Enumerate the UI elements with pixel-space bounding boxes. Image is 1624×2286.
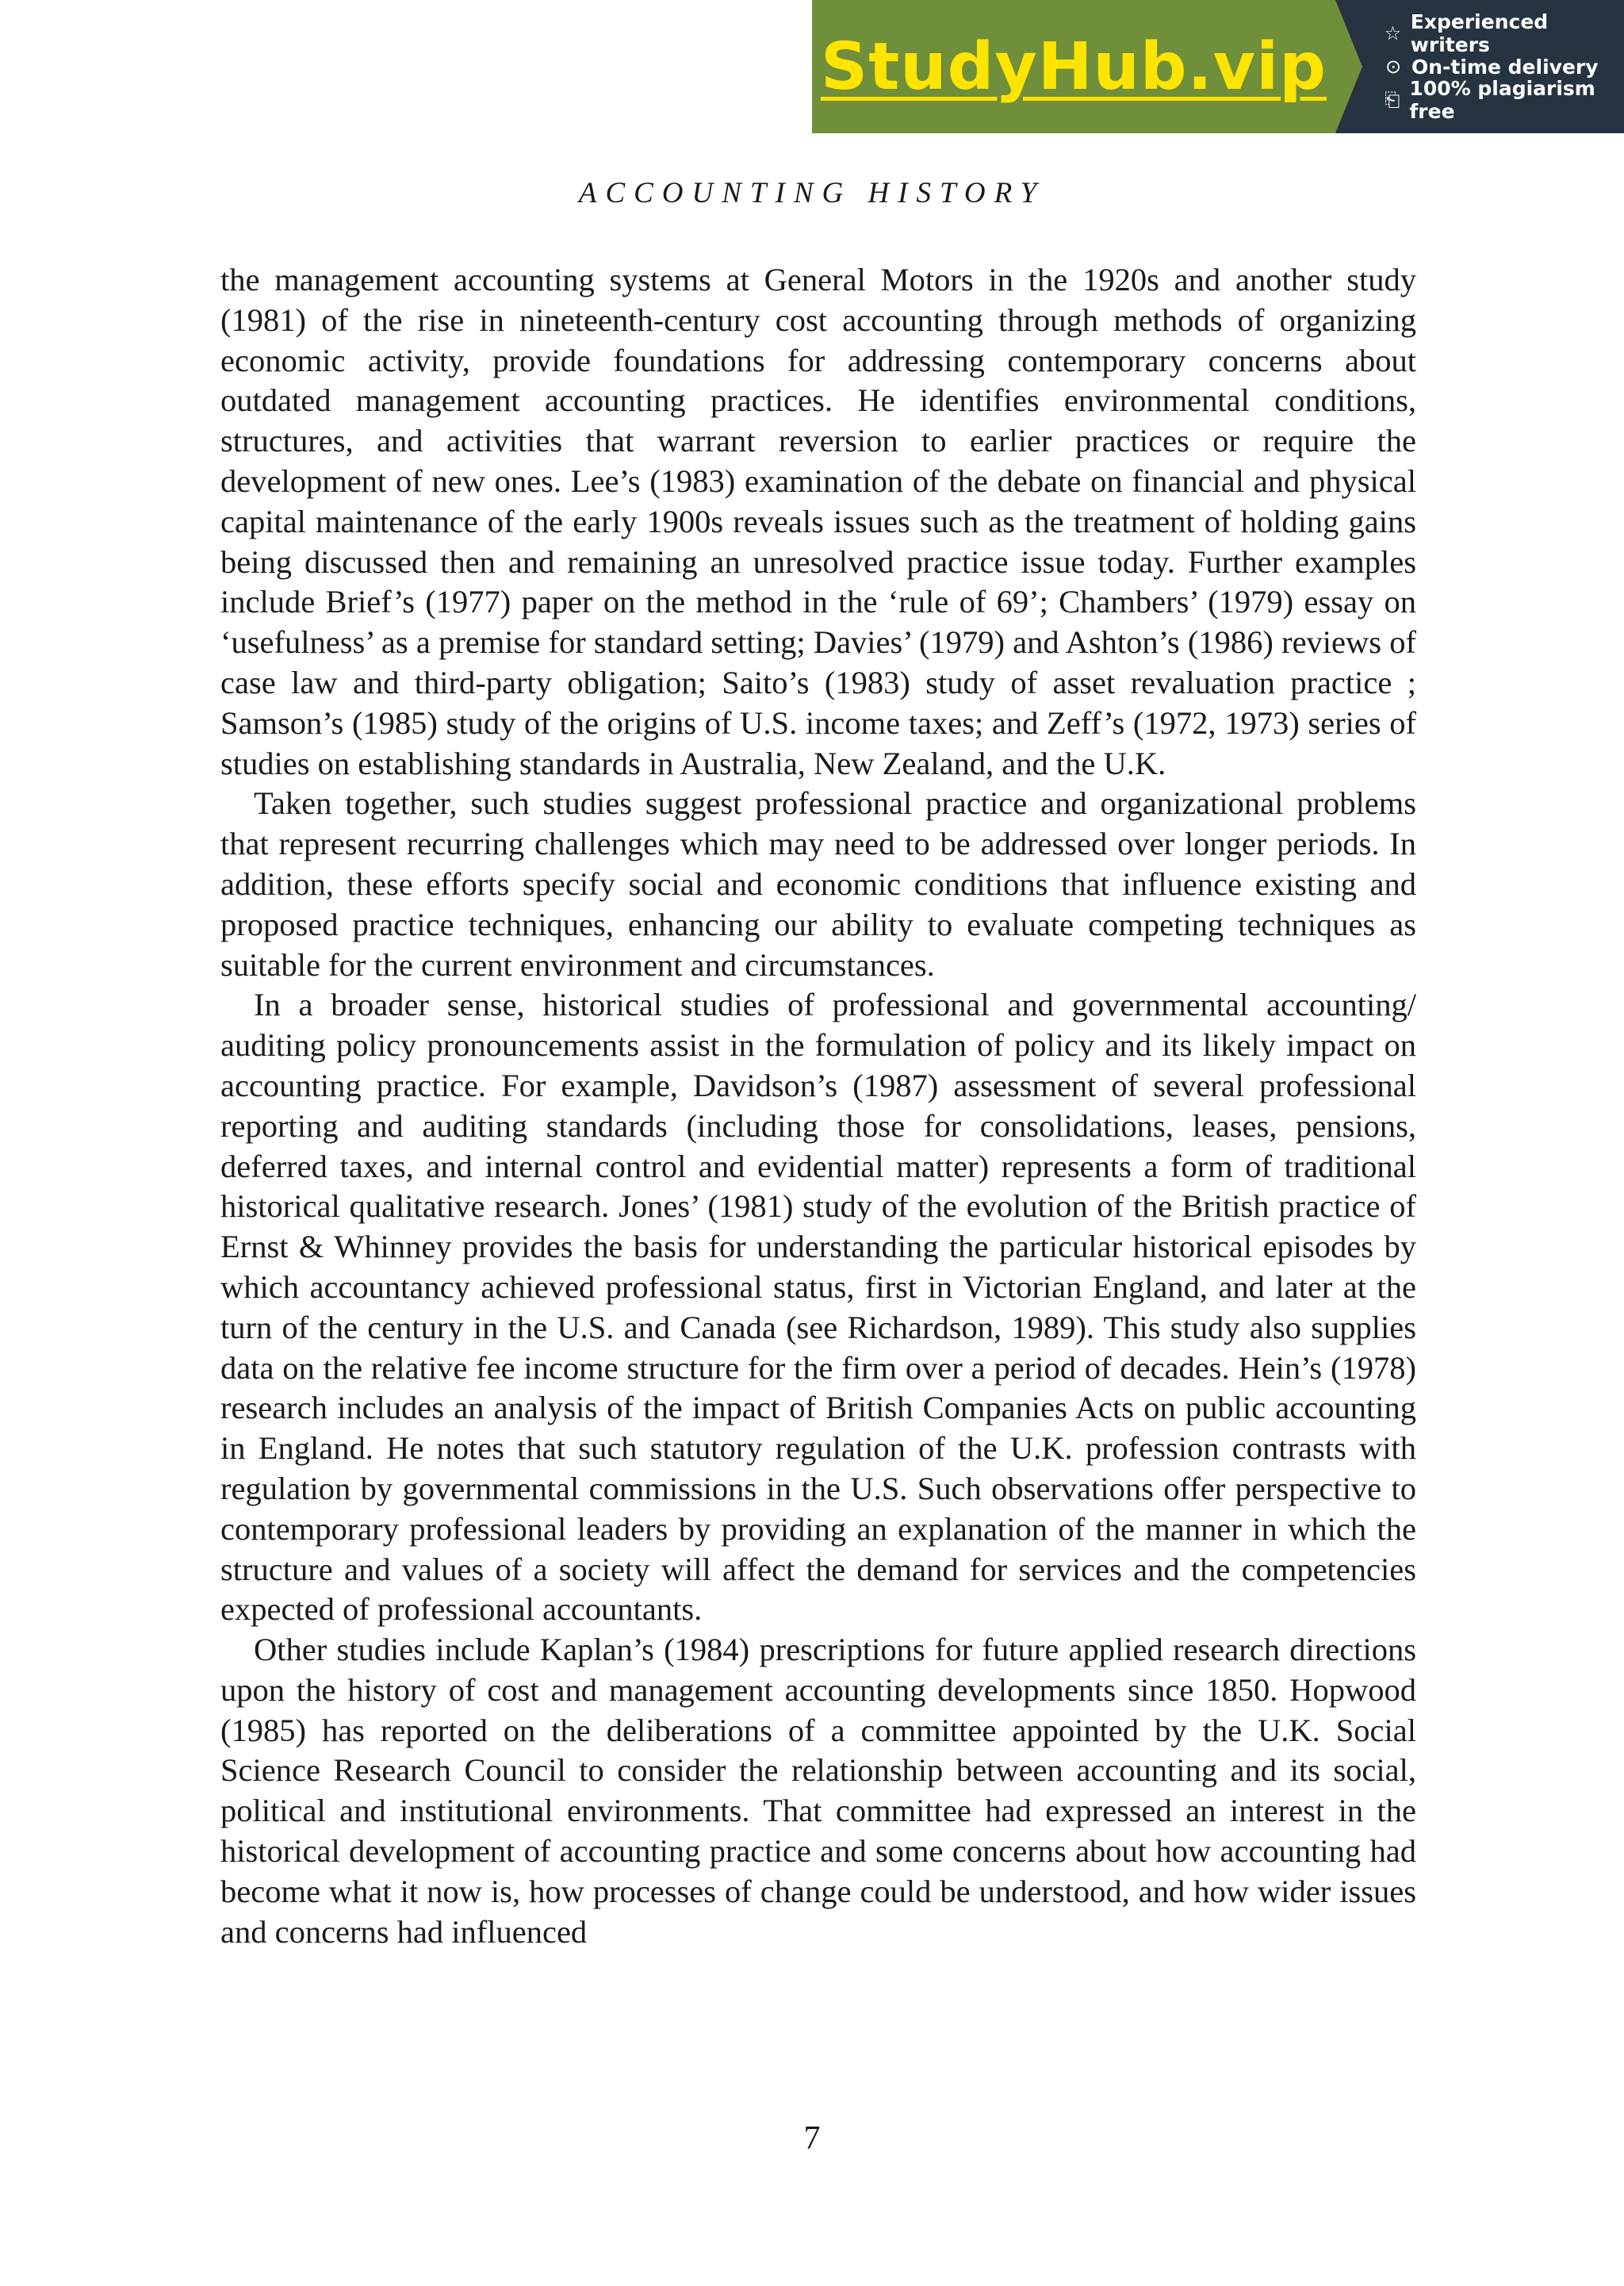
feature-label: On-time delivery <box>1411 55 1599 79</box>
feature-experienced-writers <box>1383 10 1624 56</box>
paragraph-4: Other studies include Kaplan’s (1984) prescriptions for future applied research directions upon the history of cost and management accounting developments since 1850. Hopwood (1985) has reported on the deliberations of a committee appointed by the U.K. Social Science Research Council to consider the relationship between accounting and its social, political and institutional environments. That committee had expressed an interest in the historical development of accounting practice and some concerns about how accounting had become what it now is, how processes of change could be understood, and how wider issues and concerns had influenced <box>220 1632 1416 1950</box>
studyhub-logo[interactable] <box>812 0 1335 133</box>
document-icon: ⎗ <box>1385 89 1400 111</box>
paragraph-1: the management accounting systems at General Motors in the 1920s and another study (1981) of the rise in nineteenth-century cost accounting through methods of organizing economic activity, provide foundations for addressing contemporary concerns about outdated management accounting practices. He identifies environmental conditions, structures, and activities that warrant reversion to earlier practices or require the development of new ones. Lee’s (1983) examination of the debate on financial and physical capital maintenance of the early 1900s reveals issues such as the treatment of holding gains being discussed then and remaining an unresolved practice issue today. Further examples include Brief’s (1977) paper on the method in the ‘rule of 69’; Chambers’ (1979) essay on ‘usefulness’ as a premise for standard setting; Davies’ (1979) and Ashton’s (1986) reviews of case law and third-party obligation; Saito’s (1983) study of asset revaluation practice ; Samson’s (1985) study of the origins of U.S. income taxes; and Zeff’s (1972, 1973) series of studies on establishing standards in Australia, New Zealand, and the U.K. <box>220 262 1416 781</box>
page-number: 7 <box>803 2120 821 2157</box>
feature-on-time-delivery <box>1383 53 1624 80</box>
body-text <box>220 260 1416 1952</box>
paragraph-2: Taken together, such studies suggest professional practice and organizational problems that represent recurring challenges which may need to be addressed over longer periods. In addition, these efforts specify social and economic conditions that influence existing and proposed practice techniques, enhancing our ability to evaluate competing techniques as suitable for the current environment and circumstances. <box>220 785 1416 983</box>
promo-banner[interactable] <box>812 0 1624 133</box>
feature-plagiarism-free <box>1383 77 1624 123</box>
feature-label: 100% plagiarism free <box>1409 77 1595 123</box>
running-head: ACCOUNTING HISTORY <box>578 177 1046 209</box>
star-icon: ☆ <box>1384 22 1402 44</box>
clock-icon: ⊙ <box>1385 56 1402 78</box>
feature-list <box>1335 0 1624 133</box>
logo-text: StudyHub.vip <box>821 29 1327 105</box>
paragraph-3: In a broader sense, historical studies of professional and governmental accounting/ auditing policy pronouncements assist in the formulation of policy and its likely impact on accounting practice. For example, Davidson’s (1987) assessment of several professional reporting and auditing standards (including those for consolidations, leases, pensions, deferred taxes, and internal control and evidential matter) represents a form of traditional historical qualitative research. Jones’ (1981) study of the evolution of the British practice of Ernst & Whinney provides the basis for understanding the particular historical episodes by which accountancy achieved professional status, first in Victorian England, and later at the turn of the century in the U.S. and Canada (see Richardson, 1989). This study also supplies data on the relative fee income structure for the firm over a period of decades. Hein’s (1978) research includes an analysis of the impact of British Companies Acts on public accounting in England. He notes that such statutory regulation of the U.K. profession contrasts with regulation by governmental commissions in the U.S. Such observations offer perspective to contemporary professional leaders by providing an explanation of the manner in which the structure and values of a society will affect the demand for services and the competencies expected of professional accountants. <box>220 987 1416 1628</box>
feature-label: Experienced writers <box>1410 10 1549 56</box>
